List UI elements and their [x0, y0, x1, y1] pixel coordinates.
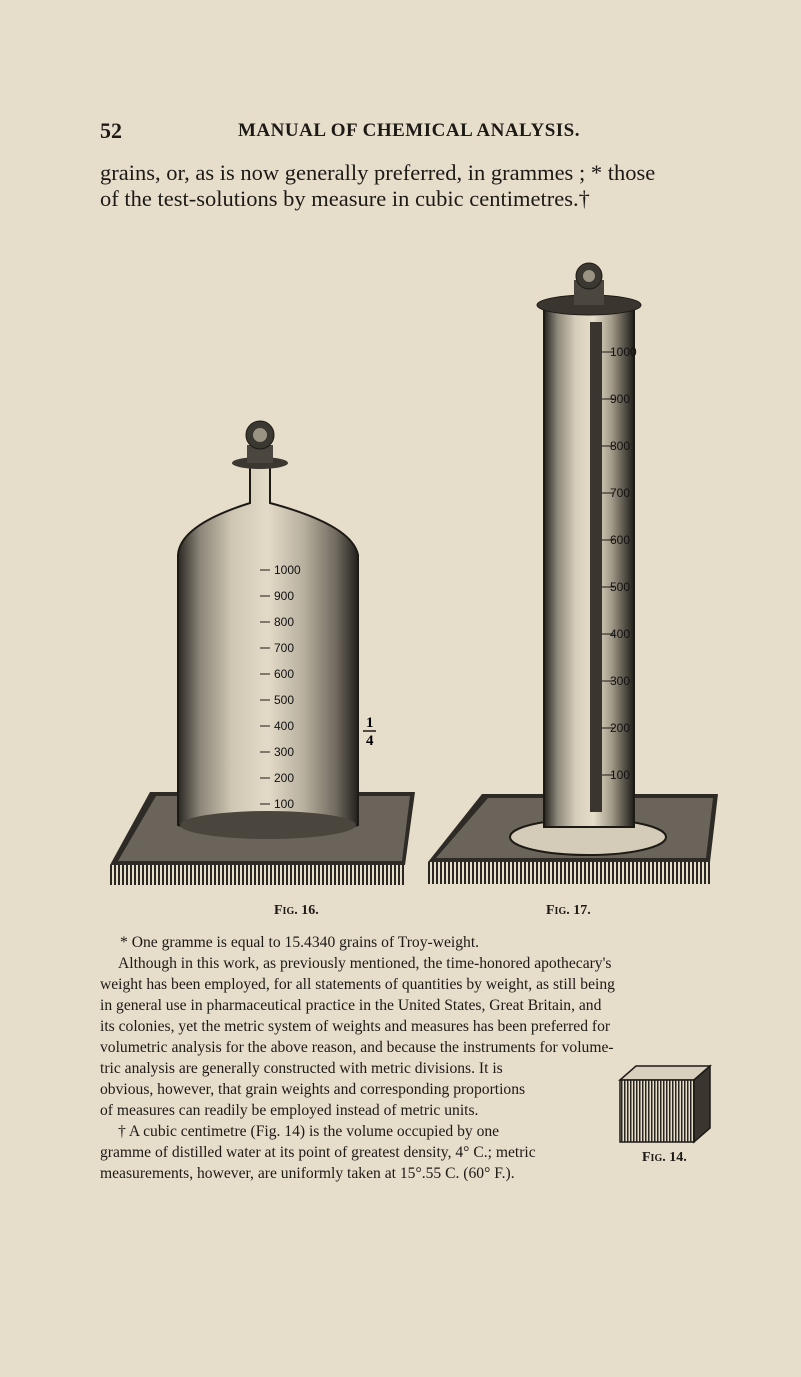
fig16-base-front — [110, 865, 405, 885]
fig16-flask-body — [178, 465, 358, 838]
page-number: 52 — [100, 118, 122, 143]
footnote-star-line: volumetric analysis for the above reason, and because the instruments for volume- — [100, 1039, 614, 1056]
fig16-grad-label: 700 — [274, 641, 295, 655]
figure-16-measuring-flask — [110, 385, 430, 895]
fig17-grad-label: 500 — [610, 580, 631, 594]
fig17-grad-label: 700 — [610, 486, 631, 500]
fig17-grad-label: 900 — [610, 392, 631, 406]
footnote-star-line: tric analysis are generally constructed with metric divisions. It is — [100, 1060, 503, 1077]
fig16-grad-label: 1000 — [274, 563, 301, 577]
footnote-star-line: in general use in pharmaceutical practice in the United States, Great Britain, and — [100, 997, 602, 1014]
fig16-caption: Fig. 16. — [274, 903, 319, 918]
fig14-caption: Fig. 14. — [642, 1150, 687, 1165]
footnote-dagger-line: measurements, however, are uniformly taken at 15°.55 C. (60° F.). — [100, 1165, 515, 1182]
fig17-grad-label: 300 — [610, 674, 631, 688]
fig17-grad-label: 400 — [610, 627, 631, 641]
body-line-1: grains, or, as is now generally preferred, in grammes ; * those — [100, 160, 656, 185]
fig16-scale-denominator: 4 — [366, 733, 374, 749]
fig16-grad-label: 800 — [274, 615, 295, 629]
footnote-dagger-line: gramme of distilled water at its point of greatest density, 4° C.; metric — [100, 1144, 536, 1161]
fig16-scale-numerator: 1 — [366, 715, 374, 731]
fig17-grad-label: 1000 — [610, 345, 637, 359]
figure-14-cubic-centimetre — [618, 1062, 714, 1148]
footnote-star-line: of measures can readily be employed instead of metric units. — [100, 1102, 479, 1119]
footnote-star-line: Although in this work, as previously mentioned, the time-honored apothecary's — [118, 955, 612, 972]
footnote-star-line: weight has been employed, for all statements of quantities by weight, as still being — [100, 976, 615, 993]
fig17-cylinder-body — [544, 307, 634, 827]
footnote-star-line: * One gramme is equal to 15.4340 grains of Troy-weight. — [120, 934, 480, 951]
fig17-grad-label: 200 — [610, 721, 631, 735]
fig16-grad-label: 300 — [274, 745, 295, 759]
figure-17-graduated-cylinder — [420, 262, 720, 895]
fig17-caption: Fig. 17. — [546, 903, 591, 918]
fig17-grad-label: 100 — [610, 768, 631, 782]
footnote-star-line: its colonies, yet the metric system of weights and measures has been preferred for — [100, 1018, 611, 1035]
fig16-grad-label: 400 — [274, 719, 295, 733]
fig16-grad-label: 500 — [274, 693, 295, 707]
fig16-grad-label: 600 — [274, 667, 295, 681]
fig16-grad-label: 100 — [274, 797, 295, 811]
fig16-grad-label: 900 — [274, 589, 295, 603]
running-title: MANUAL OF CHEMICAL ANALYSIS. — [238, 120, 580, 141]
page-header — [100, 118, 740, 148]
body-line-2: of the test-solutions by measure in cubic centimetres.† — [100, 186, 590, 211]
fig17-grad-label: 800 — [610, 439, 631, 453]
fig16-grad-label: 200 — [274, 771, 295, 785]
fig17-grad-label: 600 — [610, 533, 631, 547]
fig17-base-front — [428, 862, 710, 884]
footnote-dagger-line: † A cubic centimetre (Fig. 14) is the volume occupied by one — [118, 1123, 500, 1140]
footnote-star-line: obvious, however, that grain weights and corresponding proportions — [100, 1081, 526, 1098]
